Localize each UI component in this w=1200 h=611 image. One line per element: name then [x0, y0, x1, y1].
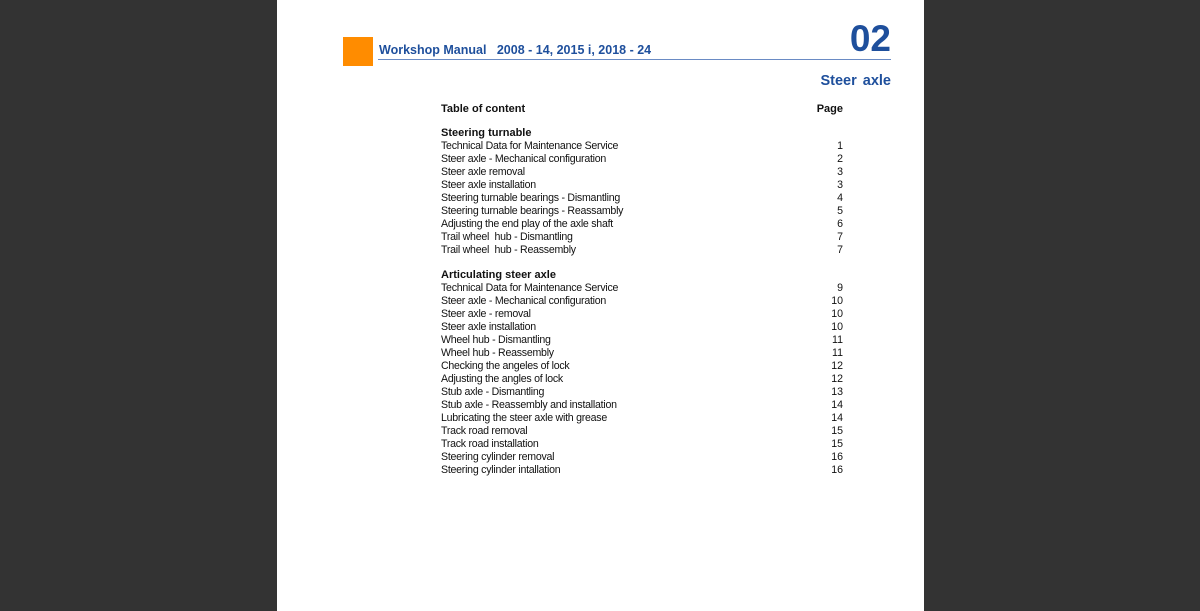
toc-entry[interactable]	[441, 308, 843, 321]
toc-entry-label: Technical Data for Maintenance Service	[441, 140, 619, 152]
toc-entry[interactable]	[441, 218, 843, 231]
toc-entry-page: 3	[837, 179, 843, 191]
toc-entry-page: 10	[831, 308, 843, 320]
toc-entry-label: Adjusting the end play of the axle shaft	[441, 218, 613, 230]
toc-entry-page: 10	[831, 321, 843, 333]
toc-entry-label: Adjusting the angles of lock	[441, 373, 563, 385]
toc-entry-page: 2	[837, 153, 843, 165]
toc-entry-page: 5	[837, 205, 843, 217]
toc-entry[interactable]	[441, 282, 843, 295]
toc-section-title: Articulating steer axle	[441, 269, 556, 281]
toc-entry-page: 12	[831, 373, 843, 385]
toc-entry-label: Steering turnable bearings - Reassambly	[441, 205, 624, 217]
header-divider	[378, 59, 891, 60]
toc-entry[interactable]	[441, 425, 843, 438]
toc-entry-label: Stub axle - Reassembly and installation	[441, 399, 617, 411]
toc-entry-label: Lubricating the steer axle with grease	[441, 412, 607, 424]
toc-entry-page: 12	[831, 360, 843, 372]
toc-entry-page: 9	[837, 282, 843, 294]
toc-entry-label: Steer axle installation	[441, 321, 536, 333]
toc-entry[interactable]	[441, 464, 843, 477]
toc-entry-page: 14	[831, 412, 843, 424]
toc-entry[interactable]	[441, 153, 843, 166]
toc-entry-label: Trail wheel hub - Reassembly	[441, 244, 576, 256]
toc-entry-label: Steering turnable bearings - Dismantling	[441, 192, 621, 204]
toc-entry-label: Wheel hub - Dismantling	[441, 334, 551, 346]
toc-entry[interactable]	[441, 166, 843, 179]
toc-entry-label: Steering cylinder intallation	[441, 464, 561, 476]
toc-section-title: Steering turnable	[441, 127, 532, 139]
brand-logo-square	[343, 37, 373, 66]
toc-entry-page: 16	[831, 464, 843, 476]
toc-entry-label: Steering cylinder removal	[441, 451, 555, 463]
toc-section	[441, 269, 843, 477]
toc-entry[interactable]	[441, 231, 843, 244]
toc-heading: Table of content	[441, 103, 526, 115]
toc-entry[interactable]	[441, 244, 843, 257]
manual-title: Workshop Manual 2008 - 14, 2015 i, 2018 - 24	[379, 43, 652, 57]
toc-entry-label: Steer axle - Mechanical configuration	[441, 295, 607, 307]
toc-sections	[441, 127, 843, 477]
toc-entry[interactable]	[441, 179, 843, 192]
toc-entry-label: Trail wheel hub - Dismantling	[441, 231, 573, 243]
toc-entry-label: Steer axle - Mechanical configuration	[441, 153, 607, 165]
toc-entry[interactable]	[441, 347, 843, 360]
toc-entry-page: 7	[837, 231, 843, 243]
toc-entry-page: 11	[832, 347, 843, 359]
toc-entry-label: Steer axle - removal	[441, 308, 531, 320]
toc-entry[interactable]	[441, 412, 843, 425]
toc-entry-page: 11	[832, 334, 843, 346]
toc-entry-page: 6	[837, 218, 843, 230]
toc-entry-label: Steer axle removal	[441, 166, 525, 178]
toc-entry-page: 14	[831, 399, 843, 411]
toc-entry-page: 15	[831, 425, 843, 437]
toc-entry[interactable]	[441, 334, 843, 347]
toc-entry[interactable]	[441, 386, 843, 399]
toc-entry[interactable]	[441, 295, 843, 308]
toc-entry[interactable]	[441, 192, 843, 205]
toc-entry-label: Wheel hub - Reassembly	[441, 347, 554, 359]
toc-entry-label: Track road installation	[441, 438, 539, 450]
table-of-contents	[441, 102, 843, 477]
toc-entry-page: 3	[837, 166, 843, 178]
toc-entry-page: 10	[831, 295, 843, 307]
toc-entry[interactable]	[441, 438, 843, 451]
toc-entry-page: 15	[831, 438, 843, 450]
toc-entry-page: 4	[837, 192, 843, 204]
toc-header	[441, 102, 843, 116]
document-page	[277, 0, 924, 611]
toc-entry[interactable]	[441, 373, 843, 386]
toc-entry[interactable]	[441, 360, 843, 373]
toc-entry-page: 1	[837, 140, 843, 152]
toc-entry-label: Track road removal	[441, 425, 528, 437]
toc-entry-page: 16	[831, 451, 843, 463]
toc-entry-page: 13	[831, 386, 843, 398]
toc-entry-label: Steer axle installation	[441, 179, 536, 191]
toc-entry[interactable]	[441, 399, 843, 412]
toc-entry[interactable]	[441, 321, 843, 334]
toc-entry-label: Checking the angeles of lock	[441, 360, 570, 372]
toc-entry-page: 7	[837, 244, 843, 256]
toc-entry[interactable]	[441, 140, 843, 153]
toc-entry[interactable]	[441, 205, 843, 218]
chapter-number: 02	[849, 18, 891, 59]
chapter-title: Steer axle	[820, 73, 891, 89]
toc-entry[interactable]	[441, 451, 843, 464]
toc-entry-label: Technical Data for Maintenance Service	[441, 282, 619, 294]
toc-section	[441, 127, 843, 257]
toc-page-heading: Page	[816, 103, 843, 115]
toc-entry-label: Stub axle - Dismantling	[441, 386, 545, 398]
